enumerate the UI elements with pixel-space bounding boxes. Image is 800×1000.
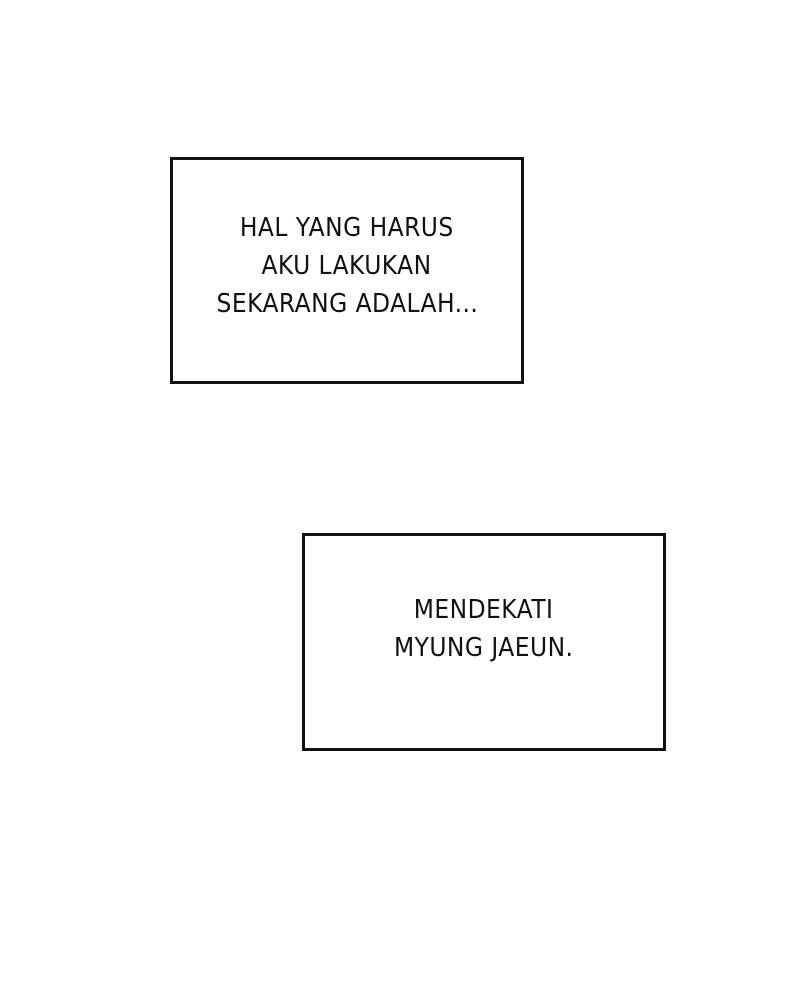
caption-box-1 bbox=[170, 157, 524, 384]
caption-1-line-1: HAL YANG HARUS bbox=[240, 212, 454, 243]
caption-1-line-3: SEKARANG ADALAH... bbox=[216, 288, 478, 319]
caption-2-line-2: MYUNG JAEUN. bbox=[394, 633, 574, 663]
caption-2-line-1: MENDEKATI bbox=[414, 595, 554, 625]
caption-1-line-2: AKU LAKUKAN bbox=[261, 250, 433, 281]
caption-box-2 bbox=[302, 533, 666, 751]
